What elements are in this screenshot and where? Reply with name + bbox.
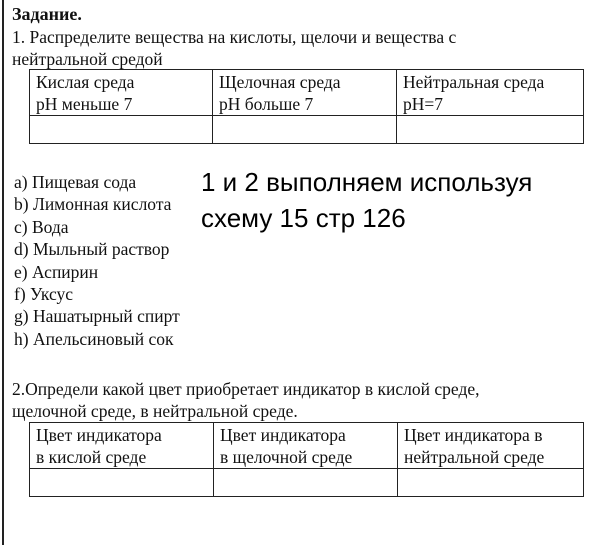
assignment-heading: Задание. [12, 4, 82, 24]
substance-item: h) Апельсиновый сок [14, 328, 174, 349]
acidic-answer-cell[interactable] [30, 116, 213, 144]
indicator-neutral-line2: нейтральной среде [404, 447, 545, 467]
indicator-acidic-line2: в кислой среде [36, 447, 147, 467]
indicator-alkaline-answer-cell[interactable] [214, 469, 398, 497]
indicator-alkaline-line1: Цвет индикатора [220, 425, 346, 445]
indicator-neutral-line1: Цвет индикатора в [404, 425, 543, 445]
substance-item: e) Аспирин [14, 261, 99, 282]
alkaline-column-header [213, 70, 397, 116]
indicator-acidic-line1: Цвет индикатора [36, 425, 162, 445]
task2-table [29, 422, 584, 497]
alkaline-answer-cell[interactable] [213, 116, 397, 144]
task2-header-row [30, 423, 584, 469]
acidic-header-line1: Кислая среда [36, 72, 135, 92]
indicator-neutral-header [398, 423, 584, 469]
neutral-column-header [397, 70, 584, 116]
task1-text-line2: нейтральной средой [12, 49, 163, 69]
task2-text-line1: 2.Определи какой цвет приобретает индикатор в кислой среде, [12, 379, 480, 399]
task2-answer-row [30, 469, 584, 497]
neutral-header-line1: Нейтральная среда [403, 72, 545, 92]
neutral-answer-cell[interactable] [397, 116, 584, 144]
page-left-border [2, 0, 4, 545]
substance-item: c) Вода [14, 216, 69, 237]
indicator-alkaline-line2: в щелочной среде [220, 447, 353, 467]
substance-item: f) Уксус [14, 284, 74, 305]
indicator-neutral-answer-cell[interactable] [398, 469, 584, 497]
indicator-acidic-answer-cell[interactable] [30, 469, 214, 497]
task1-header-row [30, 70, 584, 116]
alkaline-header-line2: pH больше 7 [219, 94, 314, 114]
task1-text-line1: 1. Распределите вещества на кислоты, щелочи и вещества с [12, 27, 457, 47]
overlay-note-line2: схему 15 стр 126 [201, 203, 406, 233]
substances-list [14, 171, 180, 350]
substance-item: d) Мыльный раствор [14, 239, 170, 260]
neutral-header-line2: pH=7 [403, 94, 444, 114]
overlay-note-line1: 1 и 2 выполняем используя [201, 167, 533, 197]
alkaline-header-line1: Щелочная среда [219, 72, 341, 92]
substance-item: g) Нашатырный спирт [14, 306, 180, 327]
task1-table [29, 69, 584, 144]
indicator-alkaline-header [214, 423, 398, 469]
acidic-column-header [30, 70, 213, 116]
acidic-header-line2: pH меньше 7 [36, 94, 133, 114]
substance-item: a) Пищевая сода [14, 172, 137, 192]
task2-text-line2: щелочной среде, в нейтральной среде. [12, 401, 298, 421]
indicator-acidic-header [30, 423, 214, 469]
task1-answer-row [30, 116, 584, 144]
substance-item: b) Лимонная кислота [14, 194, 172, 215]
